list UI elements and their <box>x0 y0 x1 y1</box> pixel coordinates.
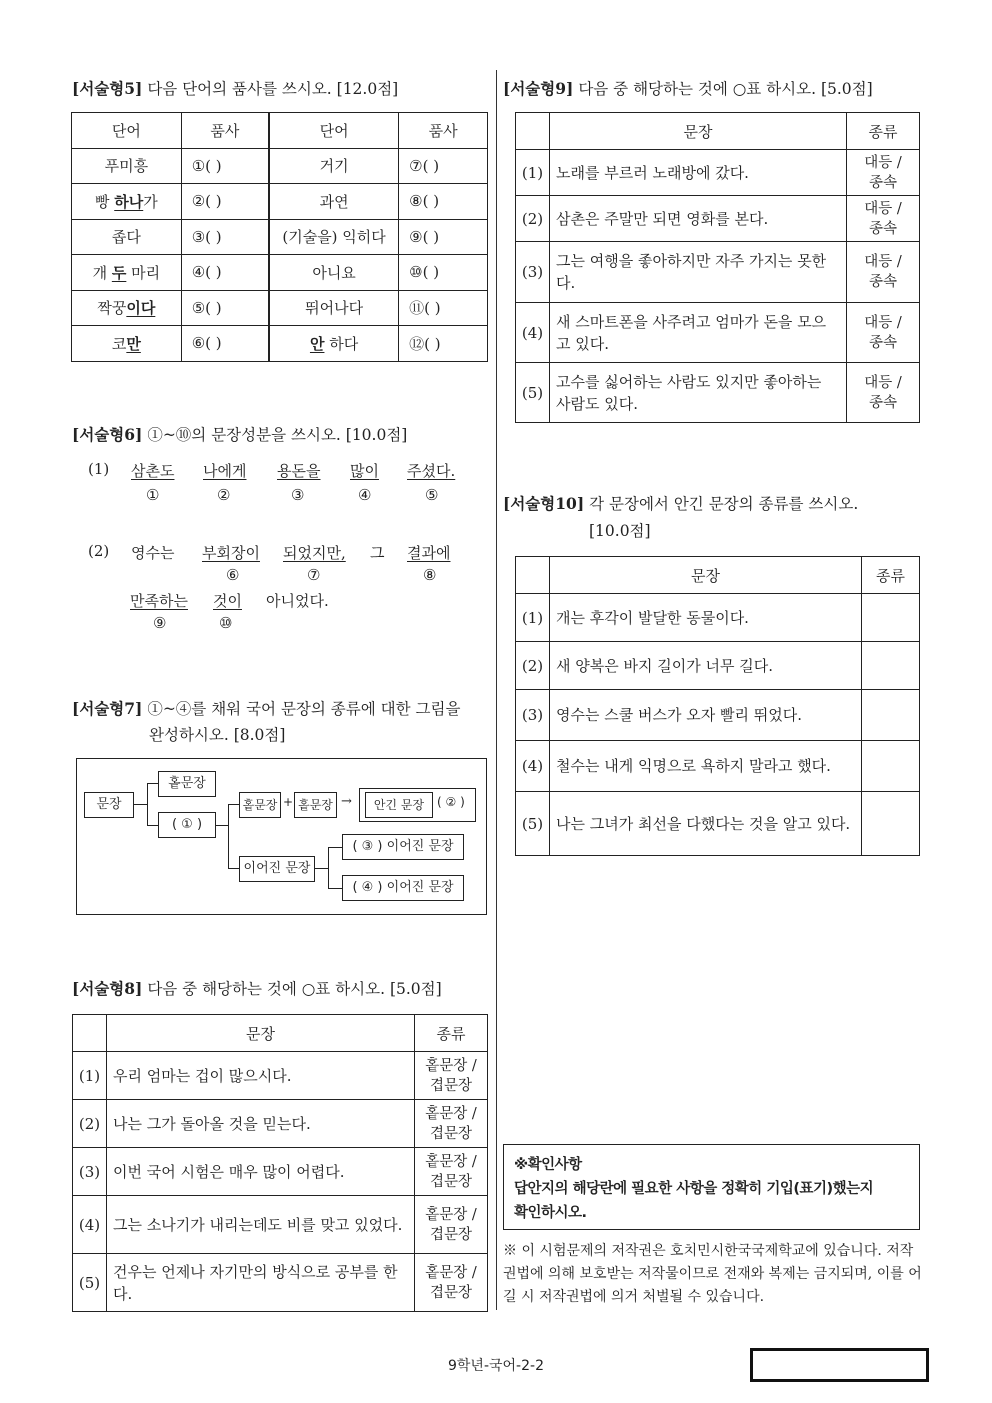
table-row: (3) 영수는 스쿨 버스가 오자 빨리 뛰었다. <box>516 690 920 741</box>
answer-blank[interactable]: ②( ) <box>181 184 269 220</box>
q6-mark: ④ <box>358 486 372 504</box>
q6-mark: ⑧ <box>423 566 437 584</box>
q8-table <box>72 1014 488 1312</box>
table-row: (1) 노래를 부르러 노래방에 갔다. 대등 / 종속 <box>516 150 920 196</box>
q7-title <box>72 698 460 720</box>
sentence-type-diagram <box>76 758 487 915</box>
word-cell: 푸미흥 <box>72 148 182 184</box>
box-blank-1: ( ① ) <box>158 812 216 838</box>
q9-table <box>515 112 920 423</box>
q10-points: [10.0점] <box>589 522 651 540</box>
word-cell: 코만 <box>72 326 182 362</box>
box-simple-1: 홑문장 <box>239 792 281 818</box>
q7-tag: [서술형7] <box>72 699 143 718</box>
word-cell: 거기 <box>269 148 399 184</box>
plus-sign: + <box>283 795 294 809</box>
box-simple-sentence: 홑문장 <box>158 771 216 797</box>
answer-blank[interactable]: ⑩( ) <box>399 255 488 291</box>
word-cell: 짝꿍이다 <box>72 290 182 326</box>
answer-cell[interactable] <box>862 594 920 642</box>
q8-tag: [서술형8] <box>72 979 143 998</box>
word-cell: 안 하다 <box>269 326 399 362</box>
header-sentence: 문장 <box>107 1015 415 1052</box>
table-row <box>72 148 488 184</box>
copyright-notice: ※ 이 시험문제의 저작권은 호치민시한국국제학교에 있습니다. 저작권법에 의해 보호받는 저작물이므로 전재와 복제는 금지되며, 이를 어길 시 저작권법에 의거 처벌될 수 있습니다. <box>503 1243 922 1305</box>
word-cell: 아니요 <box>269 255 399 291</box>
header-word: 단어 <box>72 113 182 149</box>
table-header-row <box>72 113 488 149</box>
kind-choice[interactable]: 홑문장 / 겹문장 <box>415 1254 488 1312</box>
footer-box <box>750 1348 929 1382</box>
header-pos: 품사 <box>181 113 269 149</box>
table-row <box>72 184 488 220</box>
q8-title <box>72 978 442 1000</box>
q5-text: 다음 단어의 품사를 쓰시오. [12.0점] <box>147 80 399 98</box>
table-row <box>72 326 488 362</box>
q6-mark: ⑨ <box>153 614 167 632</box>
box-simple-2: 홑문장 <box>294 792 337 818</box>
table-header-row <box>516 113 920 150</box>
answer-blank[interactable]: ④( ) <box>181 255 269 291</box>
q6-mark: ③ <box>291 486 305 504</box>
table-row: (2) 삼촌은 주말만 되면 영화를 본다. 대등 / 종속 <box>516 196 920 242</box>
q9-text: 다음 중 해당하는 것에 ○표 하시오. [5.0점] <box>578 80 873 98</box>
box-blank-4: ( ④ ) 이어진 문장 <box>342 875 464 901</box>
table-row: (2) 새 양복은 바지 길이가 너무 길다. <box>516 642 920 690</box>
q6-s2-word: 그 <box>370 544 385 562</box>
table-row: (5) 건우는 언제나 자기만의 방식으로 공부를 한다. 홑문장 / 겹문장 <box>73 1254 488 1312</box>
word-cell: (기술을) 익히다 <box>269 219 399 255</box>
table-row <box>72 255 488 291</box>
box-embedded: 안긴 문장 <box>365 792 433 818</box>
q10-table <box>515 556 920 856</box>
answer-cell[interactable] <box>862 792 920 856</box>
q10-title <box>503 493 858 515</box>
notice-box <box>503 1144 920 1230</box>
table-header-row <box>73 1015 488 1052</box>
q5-tag: [서술형5] <box>72 79 143 98</box>
table-row <box>72 290 488 326</box>
q6-s1-word: 나에게 <box>203 462 247 480</box>
kind-choice[interactable]: 대등 / 종속 <box>847 363 920 423</box>
table-row: (5) 나는 그녀가 최선을 다했다는 것을 알고 있다. <box>516 792 920 856</box>
arrow-icon: → <box>341 794 352 809</box>
table-row: (1) 개는 후각이 발달한 동물이다. <box>516 594 920 642</box>
answer-cell[interactable] <box>862 690 920 741</box>
q6-mark: ⑩ <box>219 614 233 632</box>
table-row: (4) 새 스마트폰을 사주려고 엄마가 돈을 모으고 있다. 대등 / 종속 <box>516 303 920 363</box>
word-cell: 개 두 마리 <box>72 255 182 291</box>
q9-title <box>503 78 873 100</box>
q6-mark: ② <box>217 486 231 504</box>
q6-s2-word: 되었지만, <box>283 544 346 562</box>
kind-choice[interactable]: 홑문장 / 겹문장 <box>415 1052 488 1100</box>
q7-text: ①~④를 채워 국어 문장의 종류에 대한 그림을 <box>147 700 461 718</box>
kind-choice[interactable]: 대등 / 종속 <box>847 150 920 196</box>
answer-cell[interactable] <box>862 642 920 690</box>
table-row: (3) 이번 국어 시험은 매우 많이 어렵다. 홑문장 / 겹문장 <box>73 1148 488 1196</box>
answer-blank[interactable]: ⑪( ) <box>399 290 488 326</box>
table-row <box>72 219 488 255</box>
q6-s2-word: 부회장이 <box>202 544 260 562</box>
answer-blank[interactable]: ⑥( ) <box>181 326 269 362</box>
box-blank-2: ( ② ) <box>437 795 465 809</box>
table-row: (4) 철수는 내게 익명으로 욕하지 말라고 했다. <box>516 741 920 792</box>
kind-choice[interactable]: 대등 / 종속 <box>847 242 920 303</box>
q6-s1-word: 삼촌도 <box>131 462 175 480</box>
header-kind: 종류 <box>862 557 920 594</box>
answer-blank[interactable]: ③( ) <box>181 219 269 255</box>
header-sentence: 문장 <box>550 557 862 594</box>
q6-mark: ⑥ <box>226 566 240 584</box>
q5-title <box>72 78 398 100</box>
header-kind: 종류 <box>847 113 920 150</box>
q6-s2-word: 아니었다. <box>266 592 329 610</box>
q6-s1-word: 많이 <box>350 462 379 480</box>
q6-s1-num: (1) <box>88 460 110 478</box>
q6-s1-word: 용돈을 <box>277 462 321 480</box>
header-kind: 종류 <box>415 1015 488 1052</box>
answer-cell[interactable] <box>862 741 920 792</box>
q6-s2-word: 것이 <box>213 592 242 610</box>
page-footer: 9학년-국어-2-2 <box>448 1358 544 1374</box>
q7-title-line2: 완성하시오. [8.0점] <box>149 726 286 744</box>
header-word: 단어 <box>269 113 399 149</box>
notice-line: 확인하시오. <box>514 1205 587 1221</box>
q6-mark: ⑤ <box>425 486 439 504</box>
answer-blank[interactable]: ⑧( ) <box>399 184 488 220</box>
q9-tag: [서술형9] <box>503 79 574 98</box>
q6-tag: [서술형6] <box>72 425 143 444</box>
header-sentence: 문장 <box>550 113 847 150</box>
q5-table <box>71 112 488 362</box>
q6-text: ①~⑩의 문장성분을 쓰시오. [10.0점] <box>147 426 408 444</box>
table-row: (1) 우리 엄마는 겁이 많으시다. 홑문장 / 겹문장 <box>73 1052 488 1100</box>
answer-blank[interactable]: ⑤( ) <box>181 290 269 326</box>
answer-blank[interactable]: ⑨( ) <box>399 219 488 255</box>
q6-s2-word: 만족하는 <box>130 592 188 610</box>
header-pos: 품사 <box>399 113 488 149</box>
word-cell: 과연 <box>269 184 399 220</box>
kind-choice[interactable]: 홑문장 / 겹문장 <box>415 1100 488 1148</box>
kind-choice[interactable]: 대등 / 종속 <box>847 196 920 242</box>
word-cell: 좁다 <box>72 219 182 255</box>
column-divider <box>496 70 497 1310</box>
notice-title: ※확인사항 <box>514 1157 582 1173</box>
table-row: (5) 고수를 싫어하는 사람도 있지만 좋아하는 사람도 있다. 대등 / 종속 <box>516 363 920 423</box>
box-sentence: 문장 <box>84 792 134 818</box>
kind-choice[interactable]: 홑문장 / 겹문장 <box>415 1196 488 1254</box>
box-blank-3: ( ③ ) 이어진 문장 <box>342 834 464 860</box>
q6-mark: ⑦ <box>307 566 321 584</box>
word-cell: 뛰어나다 <box>269 290 399 326</box>
q6-s1-word: 주셨다. <box>407 462 456 480</box>
q6-s2-num: (2) <box>88 542 110 560</box>
kind-choice[interactable]: 대등 / 종속 <box>847 303 920 363</box>
table-row: (2) 나는 그가 돌아올 것을 믿는다. 홑문장 / 겹문장 <box>73 1100 488 1148</box>
kind-choice[interactable]: 홑문장 / 겹문장 <box>415 1148 488 1196</box>
notice-line: 답안지의 해당란에 필요한 사항을 정확히 기입(표기)했는지 <box>514 1181 874 1197</box>
table-row: (3) 그는 여행을 좋아하지만 자주 가지는 못한다. 대등 / 종속 <box>516 242 920 303</box>
word-cell: 빵 하나가 <box>72 184 182 220</box>
table-header-row <box>516 557 920 594</box>
box-connected: 이어진 문장 <box>239 856 315 882</box>
q6-mark: ① <box>146 486 160 504</box>
q6-s2-word: 영수는 <box>131 544 175 562</box>
answer-blank[interactable]: ⑫( ) <box>399 326 488 362</box>
q6-s2-word: 결과에 <box>407 544 451 562</box>
answer-blank[interactable]: ①( ) <box>181 148 269 184</box>
q10-tag: [서술형10] <box>503 494 585 513</box>
q8-text: 다음 중 해당하는 것에 ○표 하시오. [5.0점] <box>147 980 442 998</box>
q6-title <box>72 424 407 446</box>
answer-blank[interactable]: ⑦( ) <box>399 148 488 184</box>
table-row: (4) 그는 소나기가 내리는데도 비를 맞고 있었다. 홑문장 / 겹문장 <box>73 1196 488 1254</box>
q10-text: 각 문장에서 안긴 문장의 종류를 쓰시오. <box>589 495 859 513</box>
